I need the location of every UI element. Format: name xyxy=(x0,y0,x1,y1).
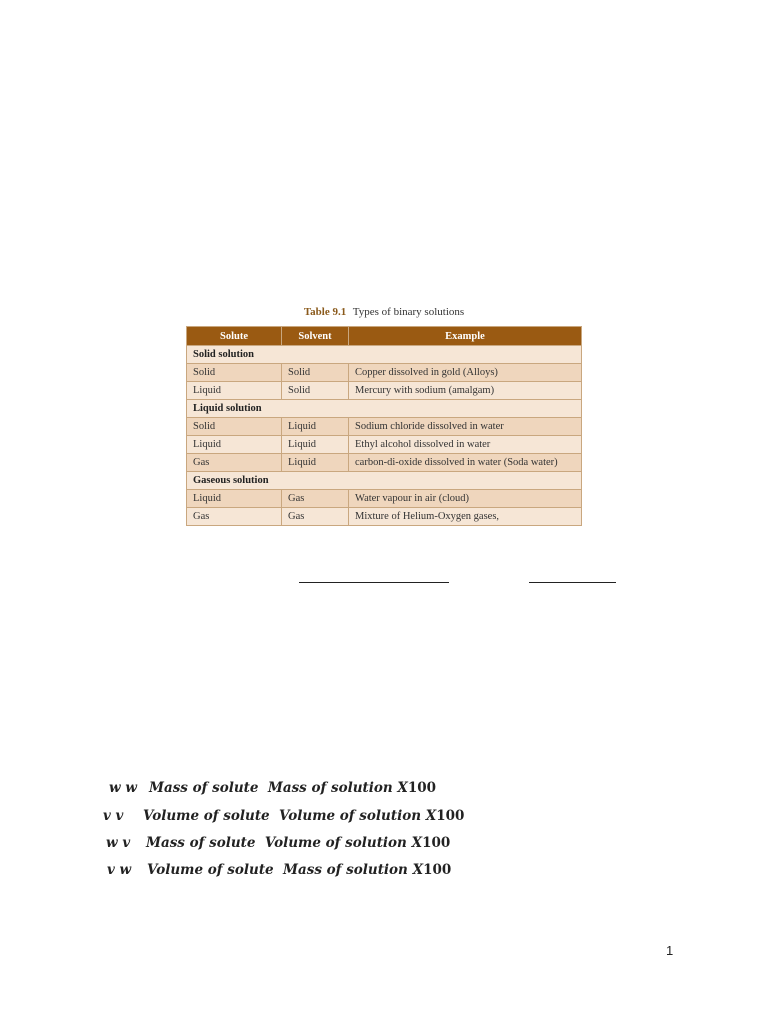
cell-solute: Solid xyxy=(187,364,282,382)
table-row xyxy=(187,418,582,436)
formula-text: Mass of solute Mass of solution X xyxy=(149,780,408,796)
cell-example: Copper dissolved in gold (Alloys) xyxy=(349,364,582,382)
binary-solutions-table xyxy=(186,326,582,526)
table-caption-title: Types of binary solutions xyxy=(352,306,465,318)
cell-solute: Gas xyxy=(187,508,282,526)
cell-solute: Solid xyxy=(187,418,282,436)
cell-solvent: Liquid xyxy=(282,436,349,454)
cell-solvent: Liquid xyxy=(282,454,349,472)
formula-v-v xyxy=(103,808,464,824)
formula-number: 100 xyxy=(422,835,451,851)
formula-tag: v w xyxy=(107,862,132,878)
formula-text: Mass of solute Volume of solution X xyxy=(146,835,423,851)
fraction-bar-line xyxy=(299,582,449,583)
table-row xyxy=(187,436,582,454)
formula-number: 100 xyxy=(407,780,437,796)
header-solvent: Solvent xyxy=(282,327,349,346)
table-header-row xyxy=(187,327,582,346)
formula-number: 100 xyxy=(436,808,465,824)
formula-tag: w w xyxy=(109,780,137,796)
cell-solvent: Gas xyxy=(282,508,349,526)
cell-solute: Liquid xyxy=(187,490,282,508)
table-row xyxy=(187,490,582,508)
cell-example: carbon-di-oxide dissolved in water (Soda water) xyxy=(349,454,582,472)
fraction-bar-line xyxy=(529,582,616,583)
formula-tag: w v xyxy=(106,835,131,851)
table-row xyxy=(187,508,582,526)
table-row xyxy=(187,382,582,400)
cell-solute: Gas xyxy=(187,454,282,472)
formula-v-w xyxy=(107,862,451,878)
formula-number: 100 xyxy=(423,862,452,878)
cell-example: Water vapour in air (cloud) xyxy=(349,490,582,508)
cell-solvent: Solid xyxy=(282,364,349,382)
table-row xyxy=(187,364,582,382)
cell-example: Mercury with sodium (amalgam) xyxy=(349,382,582,400)
section-title: Liquid solution xyxy=(187,400,582,418)
formula-text: Volume of solute Volume of solution X xyxy=(143,808,437,824)
header-example: Example xyxy=(349,327,582,346)
section-title: Gaseous solution xyxy=(187,472,582,490)
formula-tag: v v xyxy=(103,808,124,824)
cell-solvent: Solid xyxy=(282,382,349,400)
cell-solvent: Liquid xyxy=(282,418,349,436)
table-row xyxy=(187,454,582,472)
cell-solute: Liquid xyxy=(187,436,282,454)
formula-w-w xyxy=(109,780,436,796)
formula-w-v xyxy=(106,835,450,851)
section-title: Solid solution xyxy=(187,346,582,364)
table-caption-number: Table 9.1 xyxy=(303,306,347,318)
cell-example: Sodium chloride dissolved in water xyxy=(349,418,582,436)
cell-solvent: Gas xyxy=(282,490,349,508)
formula-text: Volume of solute Mass of solution X xyxy=(147,862,424,878)
section-row-gaseous xyxy=(187,472,582,490)
cell-example: Ethyl alcohol dissolved in water xyxy=(349,436,582,454)
section-row-liquid xyxy=(187,400,582,418)
table-caption xyxy=(186,306,582,318)
page-number: 1 xyxy=(666,943,674,958)
header-solute: Solute xyxy=(187,327,282,346)
cell-solute: Liquid xyxy=(187,382,282,400)
cell-example: Mixture of Helium-Oxygen gases, xyxy=(349,508,582,526)
section-row-solid xyxy=(187,346,582,364)
